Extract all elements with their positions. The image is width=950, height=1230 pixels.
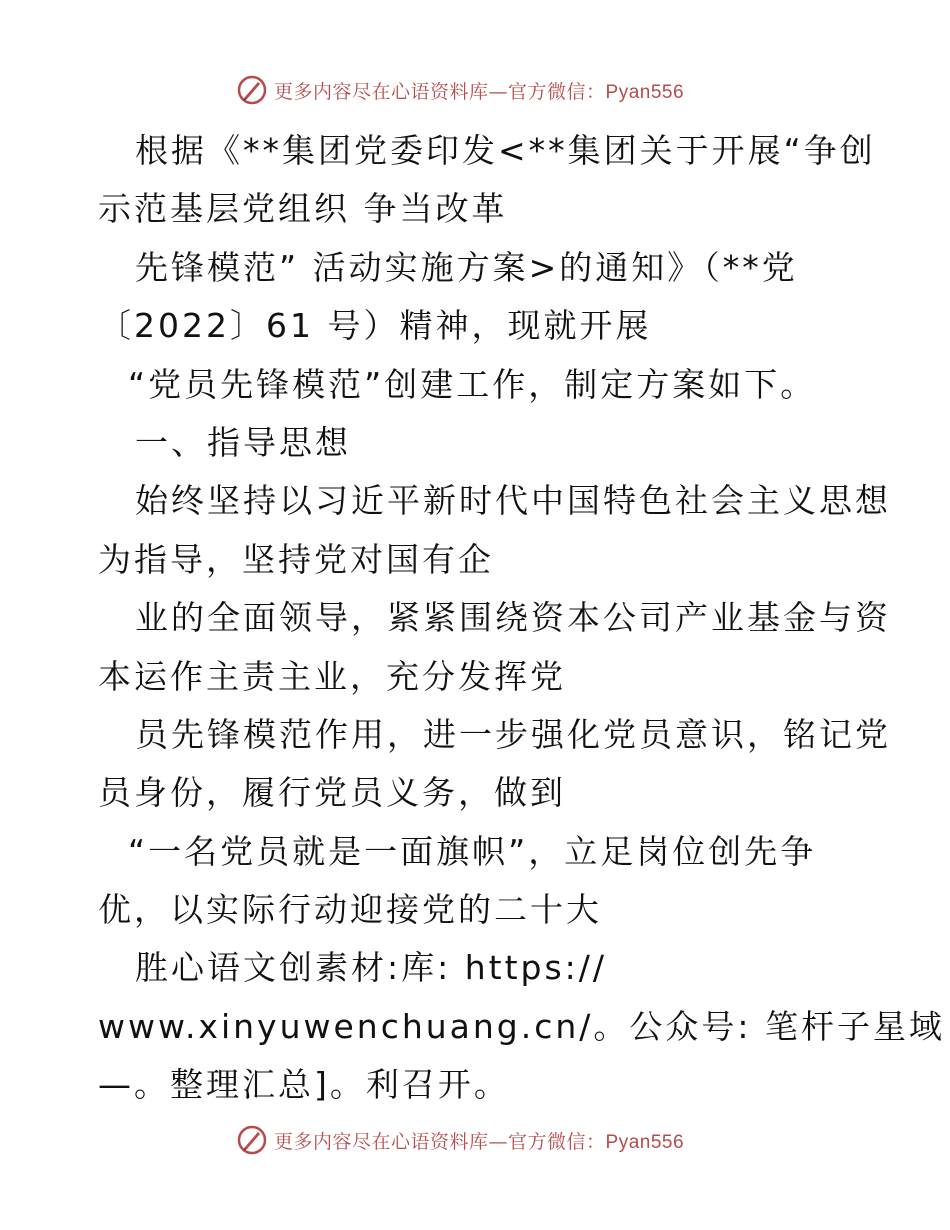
watermark-wechat-id: Pyan556 — [605, 81, 685, 103]
paragraph-line: 员先锋模范作用，进一步强化党员意识，铭记党 — [135, 714, 891, 754]
quill-logo-icon — [236, 74, 268, 106]
paragraph-line: 员身份，履行党员义务，做到 — [98, 773, 566, 813]
paragraph-line: 本运作主责主业，充分发挥党 — [98, 656, 566, 696]
paragraph-line: 示范基层党组织 争当改革 — [98, 189, 508, 229]
watermark-wechat-id: Pyan556 — [605, 1131, 685, 1153]
paragraph-line: 业的全面领导，紧紧围绕资本公司产业基金与资 — [135, 598, 891, 638]
paragraph-line: 胜心语文创素材:库: https:// — [135, 948, 608, 988]
paragraph-line: “党员先锋模范”创建工作，制定方案如下。 — [128, 364, 817, 404]
paragraph-line: —。整理汇总]。利召开。 — [98, 1065, 510, 1105]
paragraph-line: 为指导，坚持党对国有企 — [98, 539, 494, 579]
header-watermark — [236, 72, 684, 108]
quill-logo-icon — [236, 1124, 268, 1156]
paragraph-line: www.xinyuwenchuang.cn/。公众号: 笔杆子星域 — [98, 1006, 946, 1046]
paragraph-line: “一名党员就是一面旗帜”，立足岗位创先争 — [128, 831, 817, 871]
watermark-text: 更多内容尽在心语资料库—官方微信：Pyan556 — [274, 80, 685, 103]
paragraph-line: 根据《**集团党委印发<**集团关于开展“争创 — [135, 131, 876, 170]
watermark-text: 更多内容尽在心语资料库—官方微信：Pyan556 — [274, 1130, 685, 1153]
section-heading: 一、指导思想 — [135, 422, 351, 462]
footer-watermark — [236, 1122, 684, 1158]
paragraph-line: 〔2022〕61 号）精神，现就开展 — [98, 306, 652, 346]
document-body — [98, 122, 946, 1115]
paragraph-line: 始终坚持以习近平新时代中国特色社会主义思想 — [135, 481, 891, 521]
paragraph-line: 优，以实际行动迎接党的二十大 — [98, 890, 602, 930]
paragraph-line: 先锋模范” 活动实施方案>的通知》（**党 — [135, 247, 798, 287]
